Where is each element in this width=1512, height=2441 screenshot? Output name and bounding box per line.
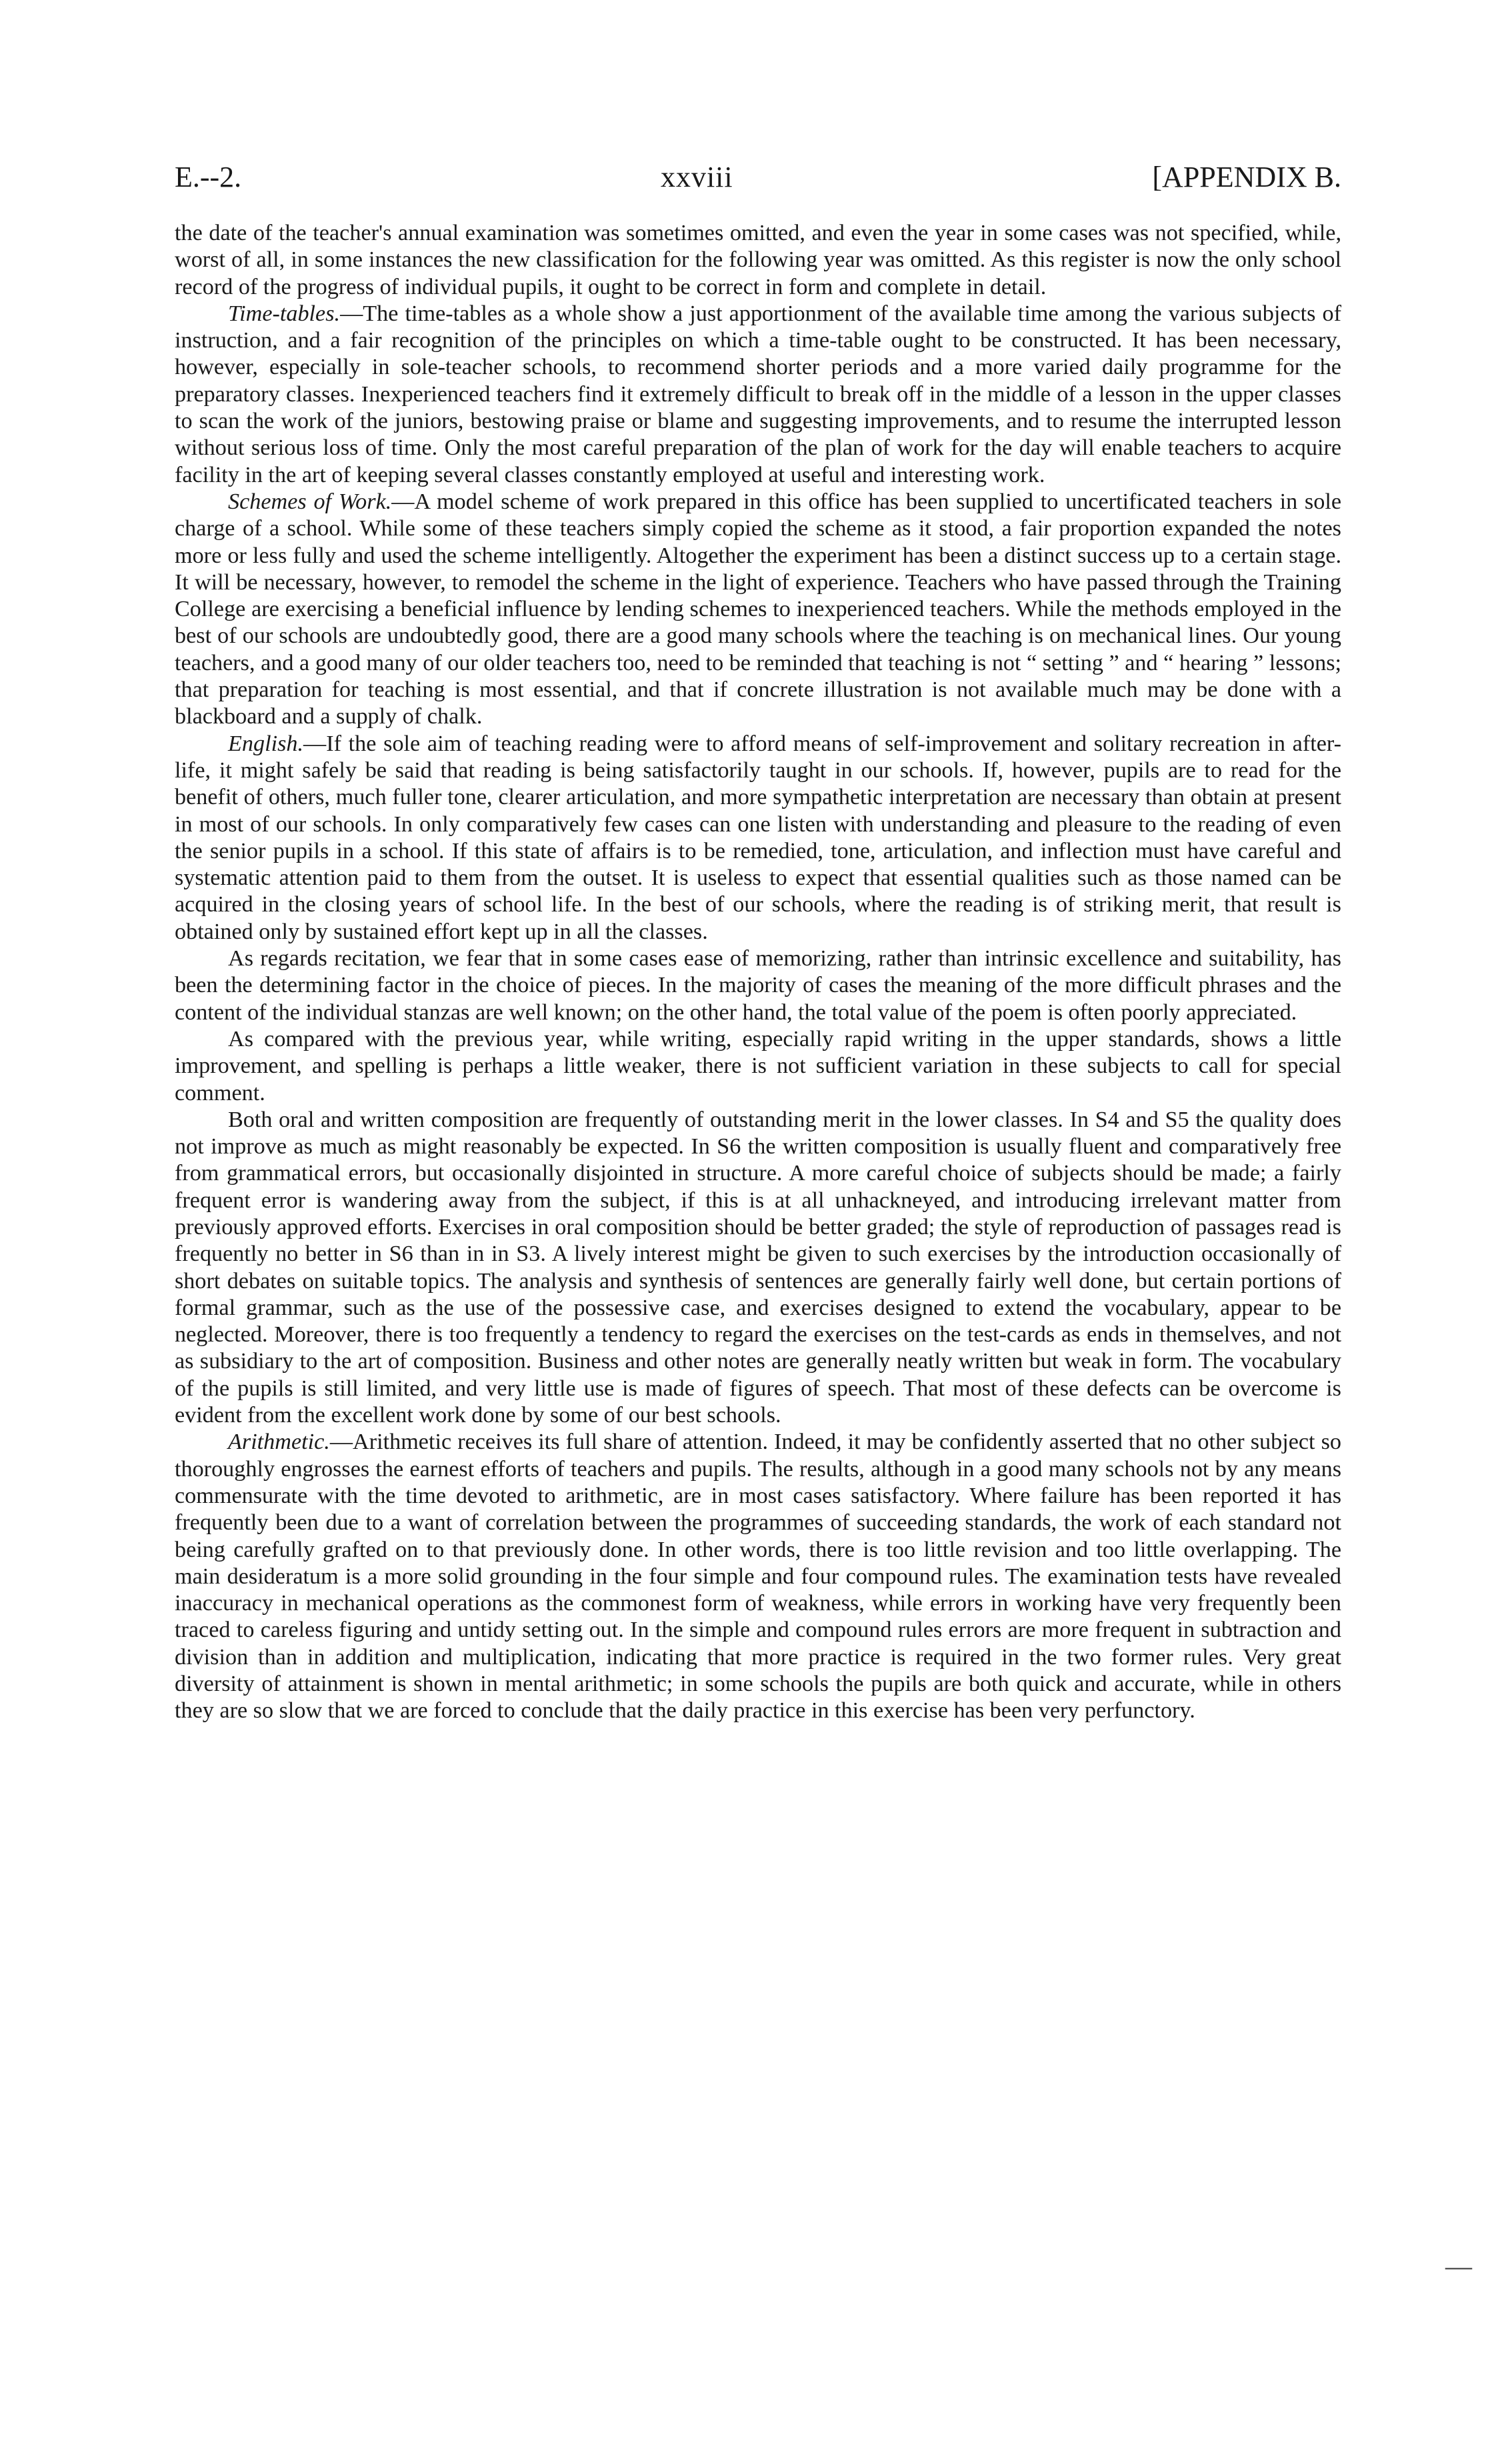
document-code: E.--2. [175,161,242,193]
paragraph-recitation: As regards recitation, we fear that in some cases ease of memorizing, rather than intrinsic excellence and suitability, has been the determining factor in the choice of pieces. In the majority of cases the meaning of the more difficult phrases and the content of the individual stanzas are well known; on the other hand, the total value of the poem is often poorly appreciated. [175,946,1341,1025]
section-heading: English. [228,731,304,756]
section-heading: Time-tables. [228,301,341,326]
body-text [175,220,1341,1725]
paragraph-english: English.—If the sole aim of teaching reading were to afford means of self-improvement and solitary recreation in after-life, it might safely be said that reading is being satisfactorily taught in our schools. If, however, pupils are to read for the benefit of others, much fuller tone, clearer articulation, and more sympathetic interpretation are necessary than obtain at present in most of our schools. In only comparatively few cases can one listen with understanding and pleasure to the reading of even the senior pupils in a school. If this state of affairs is to be remedied, tone, articulation, and inflection must have careful and systematic attention paid to them from the outset. It is useless to expect that essential qualities such as those named can be acquired in the closing years of school life. In the best of our schools, where the reading is of striking merit, that result is obtained only by sustained effort kept up in all the classes. [175,731,1341,944]
section-heading: Arithmetic. [228,1430,330,1455]
appendix-label: [APPENDIX B. [1152,161,1341,193]
paragraph-register: the date of the teacher's annual examination was sometimes omitted, and even the year in some cases was not specified, while, worst of all, in some instances the new classification for the following year was omitted. As this register is now the only school record of the progress of individual pupils, it ought to be correct in form and complete in detail. [175,221,1341,299]
paragraph-writing: As compared with the previous year, while writing, especially rapid writing in the upper standards, shows a little improvement, and spelling is perhaps a little weaker, there is not sufficient variation in these subjects to call for special comment. [175,1026,1341,1105]
page [175,160,1341,1725]
margin-mark-icon: — [1445,2251,1472,2281]
paragraph-composition: Both oral and written composition are frequently of outstanding merit in the lower classes. In S4 and S5 the quality does not improve as much as might reasonably be expected. In S6 the written composition is usually fluent and comparatively free from grammatical errors, but occasionally disjointed in structure. A more careful choice of subjects should be made; a fairly frequent error is wandering away from the subject, if this is at all unhackneyed, and introducing irrelevant matter from previously approved efforts. Exercises in oral composition should be better graded; the style of reproduction of passages read is frequently no better in S6 than in in S3. A lively interest might be given to such exercises by the introduction occasionally of short debates on suitable topics. The analysis and synthesis of sentences are generally fairly well done, but certain portions of formal grammar, such as the use of the possessive case, and exercises designed to extend the vocabulary, appear to be neglected. Moreover, there is too frequently a tendency to regard the exercises on the test-cards as ends in themselves, and not as subsidiary to the art of composition. Business and other notes are generally neatly written but weak in form. The vocabulary of the pupils is still limited, and very little use is made of figures of speech. That most of these defects can be overcome is evident from the excellent work done by some of our best schools. [175,1107,1341,1428]
paragraph-schemes-of-work: Schemes of Work.—A model scheme of work prepared in this office has been supplied to uncertificated teachers in sole charge of a school. While some of these teachers simply copied the scheme as it stood, a fair proportion expanded the notes more or less fully and used the scheme intelligently. Altogether the experiment has been a distinct success up to a certain stage. It will be necessary, however, to remodel the scheme in the light of experience. Teachers who have passed through the Training College are exercising a beneficial influence by lending schemes to inexperienced teachers. While the methods employed in the best of our schools are undoubtedly good, there are a good many schools where the teaching is on mechanical lines. Our young teachers, and a good many of our older teachers too, need to be reminded that teaching is not “ setting ” and “ hearing ” lessons; that preparation for teaching is most essential, and that if concrete illustration is not available much may be done with a blackboard and a supply of chalk. [175,489,1341,729]
paragraph-time-tables: Time-tables.—The time-tables as a whole show a just apportionment of the available time among the various subjects of instruction, and a fair recognition of the principles on which a time-table ought to be constructed. It has been necessary, however, especially in sole-teacher schools, to recommend shorter periods and a more varied daily programme for the preparatory classes. Inexperienced teachers find it extremely difficult to break off in the middle of a lesson in the upper classes to scan the work of the juniors, bestowing praise or blame and suggesting improvements, and to resume the interrupted lesson without serious loss of time. Only the most careful preparation of the plan of work for the day will enable teachers to acquire facility in the art of keeping several classes constantly employed at useful and interesting work. [175,301,1341,487]
section-heading: Schemes of Work. [228,489,392,514]
paragraph-arithmetic: Arithmetic.—Arithmetic receives its full share of attention. Indeed, it may be confidently asserted that no other subject so thoroughly engrosses the earnest efforts of teachers and pupils. The results, although in a good many schools not by any means commensurate with the time devoted to arithmetic, are in most cases satisfactory. Where failure has been reported it has frequently been due to a want of correlation between the programmes of succeeding standards, the work of each standard not being carefully grafted on to that previously done. In other words, there is too little revision and too little overlapping. The main desideratum is a more solid grounding in the four simple and four compound rules. The examination tests have revealed inaccuracy in mechanical operations as the commonest form of weakness, while errors in working have very frequently been traced to careless figuring and untidy setting out. In the simple and compound rules errors are more frequent in subtraction and division than in addition and multiplication, indicating that more practice is required in the two former rules. Very great diversity of attainment is shown in mental arithmetic; in some schools the pupils are both quick and accurate, while in others they are so slow that we are forced to conclude that the daily practice in this exercise has been very perfunctory. [175,1430,1341,1724]
page-number: xxviii [660,161,733,193]
page-header [175,160,1341,220]
